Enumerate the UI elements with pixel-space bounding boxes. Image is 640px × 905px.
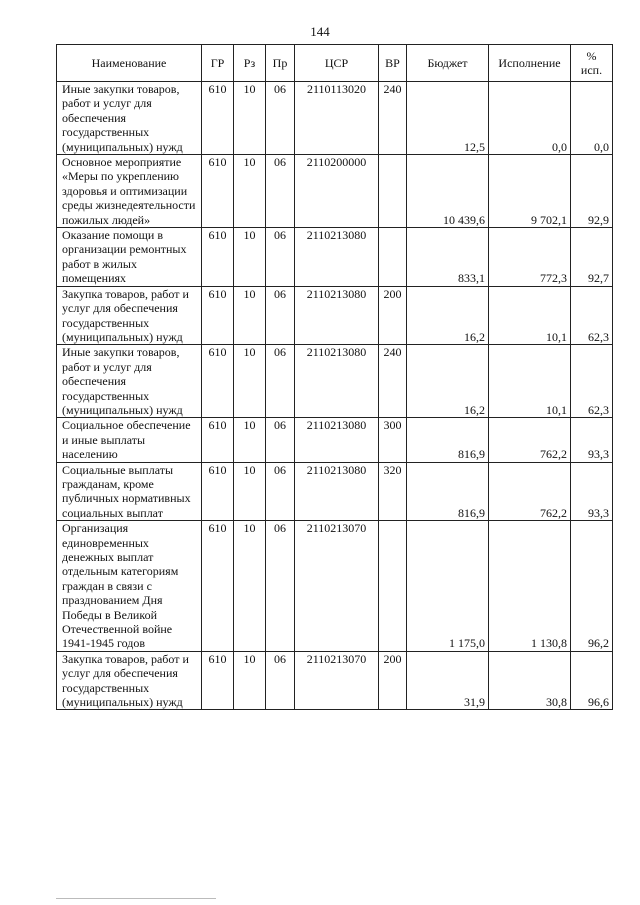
row-vr: 200 xyxy=(379,651,407,710)
table-row xyxy=(57,345,613,418)
row-execution: 762,2 xyxy=(489,418,571,462)
header-percent xyxy=(571,45,613,82)
table-row xyxy=(57,286,613,345)
row-gr: 610 xyxy=(202,651,234,710)
row-execution: 30,8 xyxy=(489,651,571,710)
row-vr: 240 xyxy=(379,345,407,418)
row-percent: 0,0 xyxy=(571,82,613,155)
table-row xyxy=(57,418,613,462)
row-execution: 10,1 xyxy=(489,345,571,418)
row-budget: 833,1 xyxy=(407,228,489,287)
row-percent: 93,3 xyxy=(571,462,613,521)
row-rz: 10 xyxy=(234,345,266,418)
row-pr: 06 xyxy=(266,228,295,287)
row-budget: 1 175,0 xyxy=(407,521,489,652)
row-pr: 06 xyxy=(266,418,295,462)
row-budget: 16,2 xyxy=(407,345,489,418)
row-csr: 2110113020 xyxy=(295,82,379,155)
row-rz: 10 xyxy=(234,418,266,462)
row-execution: 9 702,1 xyxy=(489,155,571,228)
row-vr: 240 xyxy=(379,82,407,155)
row-gr: 610 xyxy=(202,345,234,418)
row-budget: 816,9 xyxy=(407,462,489,521)
row-execution: 772,3 xyxy=(489,228,571,287)
row-pr: 06 xyxy=(266,521,295,652)
row-name: Закупка товаров, работ и услуг для обеспечения государственных (муниципальных) нужд xyxy=(57,651,202,710)
row-csr: 2110213080 xyxy=(295,228,379,287)
row-percent: 62,3 xyxy=(571,345,613,418)
header-rz: Рз xyxy=(234,45,266,82)
row-vr: 300 xyxy=(379,418,407,462)
row-execution: 0,0 xyxy=(489,82,571,155)
row-name: Иные закупки товаров, работ и услуг для обеспечения государственных (муниципальных) нужд xyxy=(57,345,202,418)
row-csr: 2110200000 xyxy=(295,155,379,228)
header-percent-symbol: % xyxy=(586,48,597,63)
row-budget: 816,9 xyxy=(407,418,489,462)
header-pr: Пр xyxy=(266,45,295,82)
row-name: Основное мероприятие «Меры по укреплению здоровья и оптимизации среды жизнедеятельности пожилых людей» xyxy=(57,155,202,228)
table-row xyxy=(57,155,613,228)
row-name: Закупка товаров, работ и услуг для обеспечения государственных (муниципальных) нужд xyxy=(57,286,202,345)
table-header-row xyxy=(57,45,613,82)
row-percent: 92,7 xyxy=(571,228,613,287)
header-gr: ГР xyxy=(202,45,234,82)
table-row xyxy=(57,462,613,521)
row-budget: 16,2 xyxy=(407,286,489,345)
header-name: Наименование xyxy=(57,45,202,82)
row-name: Иные закупки товаров, работ и услуг для обеспечения государственных (муниципальных) нужд xyxy=(57,82,202,155)
row-csr: 2110213080 xyxy=(295,418,379,462)
row-name: Социальные выплаты гражданам, кроме публичных нормативных социальных выплат xyxy=(57,462,202,521)
row-gr: 610 xyxy=(202,228,234,287)
table-row xyxy=(57,651,613,710)
row-pr: 06 xyxy=(266,345,295,418)
row-csr: 2110213080 xyxy=(295,462,379,521)
row-gr: 610 xyxy=(202,286,234,345)
row-execution: 10,1 xyxy=(489,286,571,345)
row-gr: 610 xyxy=(202,462,234,521)
row-vr xyxy=(379,155,407,228)
row-gr: 610 xyxy=(202,155,234,228)
header-percent-label: исп. xyxy=(580,63,603,77)
row-pr: 06 xyxy=(266,82,295,155)
header-execution: Исполнение xyxy=(489,45,571,82)
row-pr: 06 xyxy=(266,651,295,710)
row-rz: 10 xyxy=(234,462,266,521)
row-name: Оказание помощи в организации ремонтных работ в жилых помещениях xyxy=(57,228,202,287)
row-rz: 10 xyxy=(234,82,266,155)
row-name: Организация единовременных денежных выплат отдельным категориям граждан в связи с празднованием Дня Победы в Великой Отечественной войне 1941-1945 годов xyxy=(57,521,202,652)
row-csr: 2110213080 xyxy=(295,345,379,418)
row-vr: 320 xyxy=(379,462,407,521)
row-execution: 762,2 xyxy=(489,462,571,521)
row-csr: 2110213070 xyxy=(295,651,379,710)
row-pr: 06 xyxy=(266,155,295,228)
row-csr: 2110213070 xyxy=(295,521,379,652)
row-rz: 10 xyxy=(234,228,266,287)
row-percent: 92,9 xyxy=(571,155,613,228)
row-vr: 200 xyxy=(379,286,407,345)
row-csr: 2110213080 xyxy=(295,286,379,345)
header-vr: ВР xyxy=(379,45,407,82)
row-rz: 10 xyxy=(234,651,266,710)
row-percent: 62,3 xyxy=(571,286,613,345)
row-budget: 12,5 xyxy=(407,82,489,155)
row-gr: 610 xyxy=(202,82,234,155)
scan-artifact-line xyxy=(56,898,216,899)
table-body xyxy=(57,82,613,710)
row-vr xyxy=(379,521,407,652)
row-rz: 10 xyxy=(234,521,266,652)
page-number: 144 xyxy=(310,24,330,39)
row-vr xyxy=(379,228,407,287)
budget-table xyxy=(56,44,613,710)
row-percent: 96,6 xyxy=(571,651,613,710)
row-rz: 10 xyxy=(234,286,266,345)
row-name: Социальное обеспечение и иные выплаты населению xyxy=(57,418,202,462)
table-row xyxy=(57,82,613,155)
table-row xyxy=(57,228,613,287)
row-budget: 10 439,6 xyxy=(407,155,489,228)
row-percent: 93,3 xyxy=(571,418,613,462)
row-rz: 10 xyxy=(234,155,266,228)
row-execution: 1 130,8 xyxy=(489,521,571,652)
row-budget: 31,9 xyxy=(407,651,489,710)
row-percent: 96,2 xyxy=(571,521,613,652)
header-budget: Бюджет xyxy=(407,45,489,82)
table-row xyxy=(57,521,613,652)
row-gr: 610 xyxy=(202,418,234,462)
row-pr: 06 xyxy=(266,286,295,345)
row-pr: 06 xyxy=(266,462,295,521)
row-gr: 610 xyxy=(202,521,234,652)
header-csr: ЦСР xyxy=(295,45,379,82)
